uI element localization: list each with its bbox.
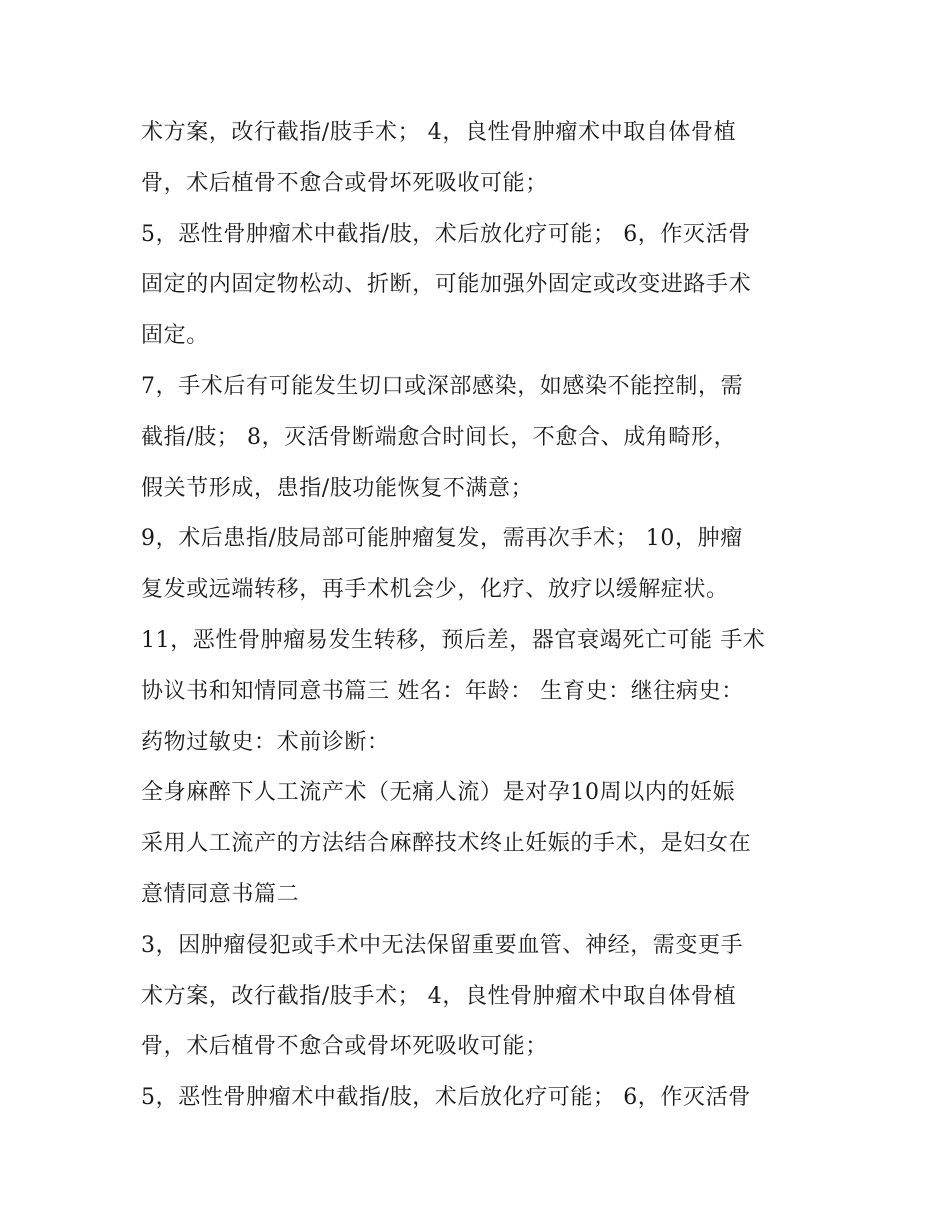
text-line: 7，手术后有可能发生切口或深部感染，如感染不能控制，需 xyxy=(141,373,744,399)
text-line: 复发或远端转移，再手术机会少，化疗、放疗以缓解症状。 xyxy=(141,577,729,603)
text-line: 骨，术后植骨不愈合或骨坏死吸收可能； xyxy=(141,170,548,196)
text-line: 固定的内固定物松动、折断，可能加强外固定或改变进路手术 xyxy=(141,272,752,298)
text-line: 术方案，改行截指/肢手术； 4，良性骨肿瘤术中取自体骨植 xyxy=(141,983,737,1009)
text-line: 固定。 xyxy=(141,323,209,349)
text-line: 11，恶性骨肿瘤易发生转移，预后差，器官衰竭死亡可能 手术 xyxy=(141,627,766,653)
text-line: 药物过敏史：术前诊断： xyxy=(141,729,390,755)
text-line: 截指/肢； 8，灭活骨断端愈合时间长，不愈合、成角畸形， xyxy=(141,424,737,450)
text-line: 5，恶性骨肿瘤术中截指/肢，术后放化疗可能； 6，作灭活骨 xyxy=(141,1085,751,1111)
text-line: 意情同意书篇二 xyxy=(141,881,300,907)
text-line: 全身麻醉下人工流产术（无痛人流）是对孕10周以内的妊娠 xyxy=(141,780,736,806)
text-line: 5，恶性骨肿瘤术中截指/肢，术后放化疗可能； 6，作灭活骨 xyxy=(141,221,751,247)
text-line: 骨，术后植骨不愈合或骨坏死吸收可能； xyxy=(141,1034,548,1060)
document-body xyxy=(141,108,821,1124)
text-line: 3，因肿瘤侵犯或手术中无法保留重要血管、神经，需变更手 xyxy=(141,932,744,958)
text-line: 采用人工流产的方法结合麻醉技术终止妊娠的手术，是妇女在 xyxy=(141,831,752,857)
text-line: 协议书和知情同意书篇三 姓名：年龄： 生育史：继往病史： xyxy=(141,678,744,704)
text-line: 9，术后患指/肢局部可能肿瘤复发，需再次手术； 10，肿瘤 xyxy=(141,526,743,552)
text-line: 假关节形成，患指/肢功能恢复不满意； xyxy=(141,475,534,501)
text-line: 术方案，改行截指/肢手术； 4，良性骨肿瘤术中取自体骨植 xyxy=(141,120,737,145)
